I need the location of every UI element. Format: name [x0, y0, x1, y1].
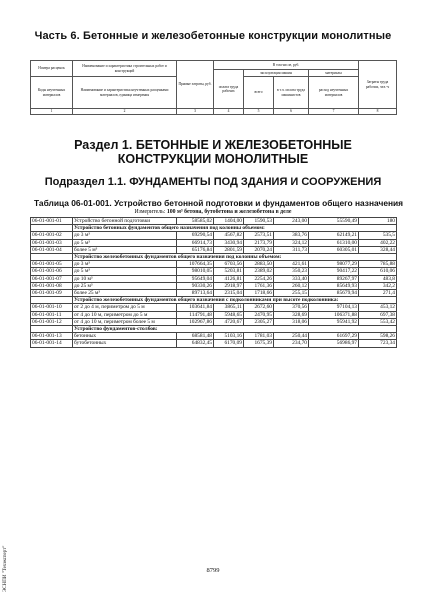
header-num-7: 7 — [309, 109, 359, 115]
measurement-unit-value: 100 м³ бетона, бутобетона и железобетона в деле — [166, 209, 292, 215]
value-c6: 324,12 — [274, 239, 309, 246]
header-including: В том числе, руб. — [214, 61, 359, 70]
value-c3: 65176,84 — [177, 246, 214, 253]
value-c4: 3430,94 — [214, 239, 244, 246]
value-c7: 60305,01 — [309, 246, 359, 253]
value-c5: 1590,53 — [244, 218, 274, 225]
group-heading: Устройство железобетонных фундаментов общего назначения с подколонниками при высоте подколонника: — [73, 297, 397, 304]
rate-code: 06-01-001-07 — [31, 275, 73, 282]
header-operators-wages: в т.ч. оплата труда машинистов — [274, 77, 309, 109]
header-materials: материалы — [309, 70, 359, 77]
part-title: Часть 6. Бетонные и железобетонные конструкции монолитные — [34, 30, 392, 42]
header-unaccounted-materials: расход неучтенных материалов — [309, 77, 359, 109]
header-labor: Затраты труда рабочих, чел.-ч — [359, 61, 397, 109]
value-c7: 95941,92 — [309, 318, 359, 325]
value-c7: 106371,88 — [309, 311, 359, 318]
value-c3: 102967,86 — [177, 318, 214, 325]
value-c7: 97104,13 — [309, 304, 359, 311]
value-c3: 90330,26 — [177, 282, 214, 289]
value-c5: 2573,51 — [244, 232, 274, 239]
table-row — [31, 239, 397, 246]
value-c7: 55590,49 — [309, 218, 359, 225]
value-c6: 333,40 — [274, 275, 309, 282]
header-num-1: 1 — [31, 109, 73, 115]
rate-code: 06-01-001-12 — [31, 318, 73, 325]
table-row — [31, 218, 397, 225]
work-name: до 3 м³ — [73, 232, 177, 239]
header-machines: эксплуатация машин — [244, 70, 309, 77]
value-c4: 5203,81 — [214, 268, 244, 275]
value-c6: 318,06 — [274, 318, 309, 325]
value-c8: 453,12 — [359, 304, 397, 311]
value-c7: 85679,94 — [309, 290, 359, 297]
value-c4: 2918,97 — [214, 282, 244, 289]
value-c4: 3865,11 — [214, 304, 244, 311]
group-heading: Устройство бетонных фундаментов общего назначения под колонны объемом: — [73, 225, 397, 232]
value-c6: 250,44 — [274, 333, 309, 340]
value-c8: 553,42 — [359, 318, 397, 325]
value-c5: 1761,36 — [244, 282, 274, 289]
group-code-cell — [31, 254, 73, 261]
value-c6: 243,00 — [274, 218, 309, 225]
value-c4: 5103,16 — [214, 333, 244, 340]
value-c3: 107664,35 — [177, 261, 214, 268]
group-heading-row — [31, 326, 397, 333]
value-c4: 5948,65 — [214, 311, 244, 318]
value-c7: 85649,93 — [309, 282, 359, 289]
header-name-top: Наименование и характеристика строительных работ и конструкций — [73, 61, 177, 77]
table-row — [31, 246, 397, 253]
value-c8: 535,5 — [359, 232, 397, 239]
value-c5: 2672,60 — [244, 304, 274, 311]
rate-code: 06-01-001-03 — [31, 239, 73, 246]
group-heading-row — [31, 297, 397, 304]
work-name: от 2 до 4 м, периметром до 5 м — [73, 304, 177, 311]
value-c5: 2389,02 — [244, 268, 274, 275]
subsection-title: Подраздел 1.1. ФУНДАМЕНТЫ ПОД ЗДАНИЯ И СООРУЖЕНИЯ — [44, 176, 382, 188]
header-num-6: 6 — [274, 109, 309, 115]
work-name: до 5 м³ — [73, 239, 177, 246]
value-c3: 58585,02 — [177, 218, 214, 225]
header-num-8: 8 — [359, 109, 397, 115]
value-c5: 2070,24 — [244, 246, 274, 253]
rate-code: 06-01-001-09 — [31, 290, 73, 297]
value-c4: 4567,82 — [214, 232, 244, 239]
value-c6: 255,15 — [274, 290, 309, 297]
rate-code: 06-01-001-01 — [31, 218, 73, 225]
value-c3: 95649,04 — [177, 275, 214, 282]
side-note: ЭСНПИ "Техэксперт" — [3, 545, 8, 592]
value-c6: 260,12 — [274, 282, 309, 289]
header-num-3: 3 — [177, 109, 214, 115]
value-c5: 2883,50 — [244, 261, 274, 268]
value-c7: 56986,97 — [309, 340, 359, 347]
work-name: до 3 м³ — [73, 261, 177, 268]
value-c5: 1781,03 — [244, 333, 274, 340]
value-c8: 785,88 — [359, 261, 397, 268]
value-c3: 114791,48 — [177, 311, 214, 318]
header-num-5: 5 — [244, 109, 274, 115]
value-c7: 98077,29 — [309, 261, 359, 268]
value-c6: 421,61 — [274, 261, 309, 268]
value-c7: 90417,22 — [309, 268, 359, 275]
rate-code: 06-01-001-10 — [31, 304, 73, 311]
value-c6: 383,76 — [274, 232, 309, 239]
work-name: до 10 м³ — [73, 275, 177, 282]
value-c6: 328,69 — [274, 311, 309, 318]
value-c6: 311,73 — [274, 246, 309, 253]
value-c8: 402,22 — [359, 239, 397, 246]
header-num-4: 4 — [214, 109, 244, 115]
measurement-unit-label: Измеритель: — [134, 209, 166, 215]
value-c3: 98010,05 — [177, 268, 214, 275]
value-c5: 1675,39 — [244, 340, 274, 347]
value-c8: 342,2 — [359, 282, 397, 289]
value-c4: 4126,81 — [214, 275, 244, 282]
value-c3: 89713,64 — [177, 290, 214, 297]
value-c8: 328,44 — [359, 246, 397, 253]
rate-code: 06-01-001-14 — [31, 340, 73, 347]
rates-table — [30, 217, 397, 348]
work-name: до 25 м³ — [73, 282, 177, 289]
value-c7: 89267,97 — [309, 275, 359, 282]
work-name: более 25 м³ — [73, 290, 177, 297]
value-c3: 64832,45 — [177, 340, 214, 347]
page-number: 8799 — [206, 567, 220, 574]
value-c8: 697,38 — [359, 311, 397, 318]
group-heading: Устройство фундаментов-столбов: — [73, 326, 397, 333]
rate-code: 06-01-001-04 — [31, 246, 73, 253]
value-c7: 61697,29 — [309, 333, 359, 340]
rate-code: 06-01-001-06 — [31, 268, 73, 275]
value-c7: 62149,21 — [309, 232, 359, 239]
group-code-cell — [31, 297, 73, 304]
work-name: Устройство бетонной подготовки — [73, 218, 177, 225]
rate-code: 06-01-001-05 — [31, 261, 73, 268]
work-name: бутобетонных — [73, 340, 177, 347]
table-row — [31, 261, 397, 268]
value-c6: 350,23 — [274, 268, 309, 275]
value-c3: 68581,48 — [177, 333, 214, 340]
value-c4: 6170,09 — [214, 340, 244, 347]
work-name: от 4 до 10 м, периметром более 5 м — [73, 318, 177, 325]
value-c4: 2801,59 — [214, 246, 244, 253]
value-c4: 1404,00 — [214, 218, 244, 225]
value-c5: 1718,66 — [244, 290, 274, 297]
value-c5: 2254,26 — [244, 275, 274, 282]
table-row — [31, 290, 397, 297]
value-c5: 2173,79 — [244, 239, 274, 246]
header-machines-total: всего — [244, 77, 274, 109]
value-c8: 598,26 — [359, 333, 397, 340]
header-name-bottom: Наименование и характеристика неучтенных расценками материалов, единица измерения — [73, 77, 177, 109]
header-code-top: Номера расценок — [31, 61, 73, 77]
value-c6: 234,70 — [274, 340, 309, 347]
work-name: более 5 м³ — [73, 246, 177, 253]
value-c8: 271,4 — [359, 290, 397, 297]
table-row — [31, 318, 397, 325]
work-name: до 5 м³ — [73, 268, 177, 275]
table-row — [31, 232, 397, 239]
table-title: Таблица 06-01-001. Устройство бетонной подготовки и фундаментов общего назначения — [34, 198, 404, 208]
rate-code: 06-01-001-13 — [31, 333, 73, 340]
value-c4: 2315,04 — [214, 290, 244, 297]
work-name: бетонных — [73, 333, 177, 340]
value-c7: 61310,00 — [309, 239, 359, 246]
value-c8: 483,8 — [359, 275, 397, 282]
value-c4: 6703,56 — [214, 261, 244, 268]
table-row — [31, 282, 397, 289]
group-heading-row — [31, 225, 397, 232]
table-row — [31, 340, 397, 347]
table-row — [31, 311, 397, 318]
value-c4: 4720,67 — [214, 318, 244, 325]
table-row — [31, 268, 397, 275]
value-c3: 103641,84 — [177, 304, 214, 311]
value-c8: 723,34 — [359, 340, 397, 347]
value-c5: 2305,27 — [244, 318, 274, 325]
section-title: Раздел 1. БЕТОННЫЕ И ЖЕЛЕЗОБЕТОННЫЕ КОНСТРУКЦИИ МОНОЛИТНЫЕ — [74, 138, 352, 166]
header-num-2: 2 — [73, 109, 177, 115]
value-c8: 610,06 — [359, 268, 397, 275]
table-row — [31, 304, 397, 311]
value-c3: 66914,73 — [177, 239, 214, 246]
value-c6: 370,56 — [274, 304, 309, 311]
rate-code: 06-01-001-08 — [31, 282, 73, 289]
rate-code: 06-01-001-11 — [31, 311, 73, 318]
header-direct-costs: Прямые затраты, руб. — [177, 61, 214, 109]
group-code-cell — [31, 326, 73, 333]
header-wages: оплата труда рабочих — [214, 70, 244, 109]
table-row — [31, 333, 397, 340]
value-c8: 180 — [359, 218, 397, 225]
value-c5: 2470,95 — [244, 311, 274, 318]
work-name: от 4 до 10 м, периметром до 5 м — [73, 311, 177, 318]
group-heading-row — [31, 254, 397, 261]
group-code-cell — [31, 225, 73, 232]
group-heading: Устройство железобетонных фундаментов общего назначения под колонны объемом: — [73, 254, 397, 261]
measurement-unit — [0, 209, 426, 215]
value-c3: 69290,54 — [177, 232, 214, 239]
column-header-table — [30, 60, 397, 115]
header-code-bottom: Коды неучтенных материалов — [31, 77, 73, 109]
rate-code: 06-01-001-02 — [31, 232, 73, 239]
table-row — [31, 275, 397, 282]
